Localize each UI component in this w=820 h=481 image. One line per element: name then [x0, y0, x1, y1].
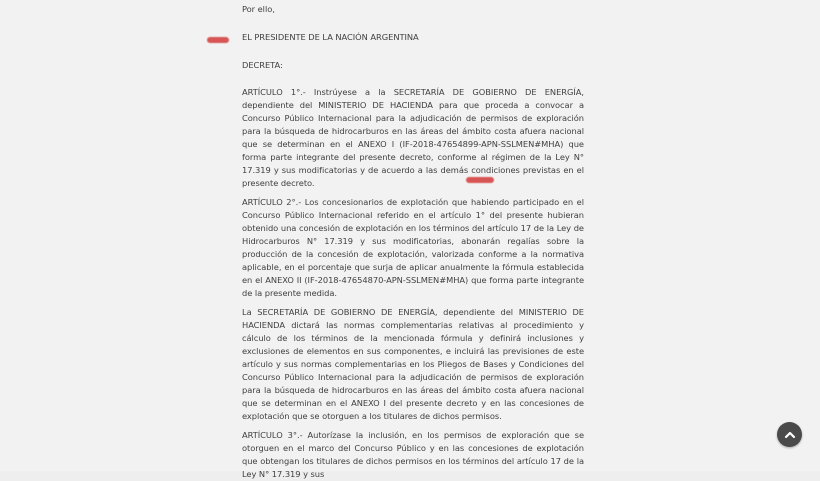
article-2-paragraph: ARTÍCULO 2°.- Los concesionarios de explotación que habiendo participado en el Concurso Público Internacional referido en el artículo 1° del presente hubieran obtenido una concesión de explotación en los términos del artículo 17 de la Ley de Hidrocarburos N° 17.319 y sus modificatorias, abonarán regalías sobre la producción de la concesión de explotación, valorizada conforme a la normativa aplicable, en el porcentaje que surja de aplicar anualmente la fórmula establecida en el ANEXO II (IF-2018-47654870-APN-SSLMEN#MHA) que forma parte integrante de la presente medida. — [242, 197, 584, 298]
decreta-heading: DECRETA: — [242, 60, 283, 70]
chevron-up-icon — [784, 429, 796, 441]
intro-text: Por ello, — [242, 4, 275, 14]
regulation-paragraph: La SECRETARÍA DE GOBIERNO DE ENERGÍA, dependiente del MINISTERIO DE HACIENDA dictará las normas complementarias relativas al procedimiento y cálculo de los términos de la mencionada fórmula y definirá inclusiones y exclusiones de elementos en sus componentes, e incluirá las previsiones de este artículo y sus normas complementarias en los Pliegos de Bases y Condiciones del Concurso Público Internacional para la adjudicación de permisos de exploración para la búsqueda de hidrocarburos en las áreas del ámbito costa afuera nacional que se determinan en el ANEXO I del presente decreto y en las concesiones de explotación que se otorguen a los titulares de dichos permisos. — [242, 307, 584, 421]
article-3-paragraph: ARTÍCULO 3°.- Autorízase la inclusión, en los permisos de exploración que se otorguen en el marco del Concurso Público y en las concesiones de explotación que obtengan los titulares de dichos permisos en los términos del artículo 17 de la Ley N° 17.319 y sus — [242, 430, 584, 479]
highlight-mark — [207, 37, 229, 43]
article-1-paragraph: ARTÍCULO 1°.- Instrúyese a la SECRETARÍA DE GOBIERNO DE ENERGÍA, dependiente del MINISTERIO DE HACIENDA para que proceda a convocar a Concurso Público Internacional para la adjudicación de permisos de exploración para la búsqueda de hidrocarburos en las áreas del ámbito costa afuera nacional que se determinan en el ANEXO I (IF-2018-47654899-APN-SSLMEN#MHA) que forma parte integrante del presente decreto, conforme al régimen de la Ley N° 17.319 y sus modificatorias y de acuerdo a las demás condiciones previstas en el presente decreto. — [242, 87, 584, 188]
scroll-to-top-button[interactable] — [777, 422, 802, 447]
president-heading: EL PRESIDENTE DE LA NACIÓN ARGENTINA — [242, 32, 419, 42]
